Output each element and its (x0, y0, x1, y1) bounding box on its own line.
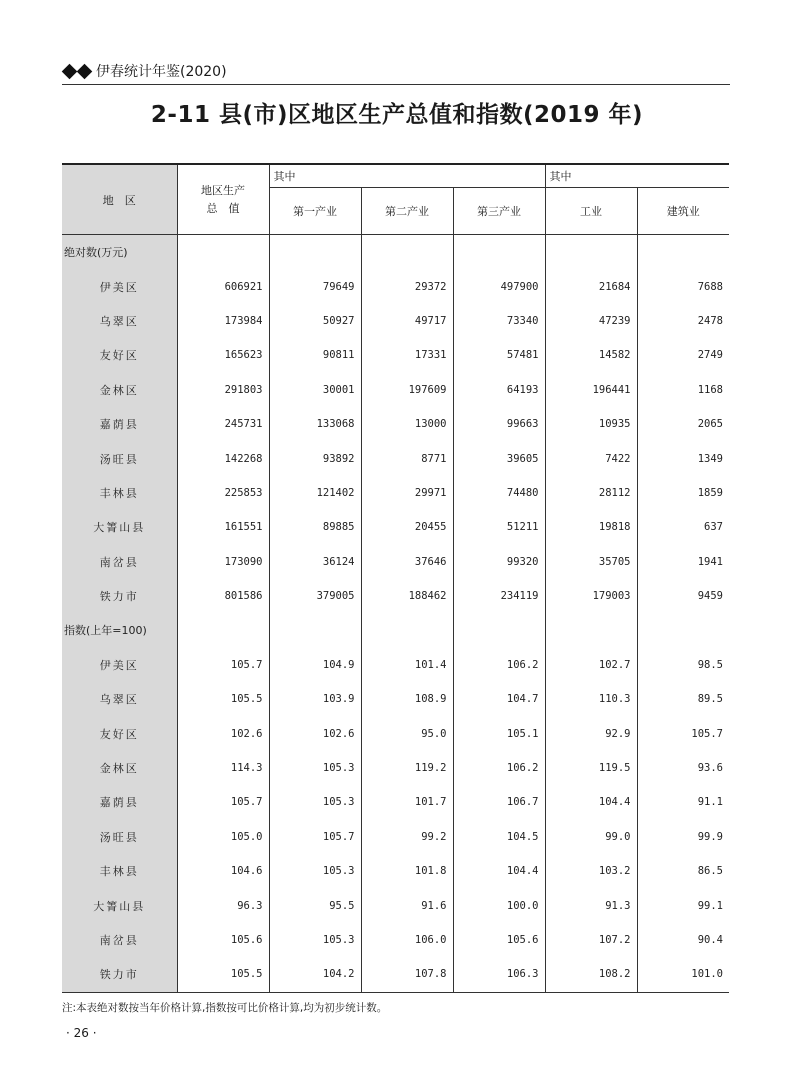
table-row (62, 648, 729, 682)
region-name: 铁力市 (62, 579, 177, 613)
table-row (62, 579, 729, 613)
region-name: 南岔县 (62, 923, 177, 957)
table-row (62, 716, 729, 750)
value-cell: 225853 (177, 476, 269, 510)
value-cell: 105.0 (177, 820, 269, 854)
region-name: 大箐山县 (62, 888, 177, 922)
diamond-icon (77, 64, 93, 80)
value-cell: 104.6 (177, 854, 269, 888)
value-cell: 105.7 (269, 820, 361, 854)
value-cell: 14582 (545, 338, 637, 372)
region-name: 友好区 (62, 716, 177, 750)
value-cell: 107.2 (545, 923, 637, 957)
value-cell: 74480 (453, 476, 545, 510)
region-name: 伊美区 (62, 648, 177, 682)
header-primary: 第一产业 (269, 188, 361, 235)
value-cell: 142268 (177, 441, 269, 475)
value-cell: 19818 (545, 510, 637, 544)
empty-cell (545, 613, 637, 647)
value-cell: 105.7 (637, 716, 729, 750)
value-cell: 173090 (177, 545, 269, 579)
region-name: 乌翠区 (62, 304, 177, 338)
value-cell: 104.7 (453, 682, 545, 716)
value-cell: 99.2 (361, 820, 453, 854)
value-cell: 2065 (637, 407, 729, 441)
value-cell: 104.9 (269, 648, 361, 682)
value-cell: 161551 (177, 510, 269, 544)
value-cell: 13000 (361, 407, 453, 441)
value-cell: 51211 (453, 510, 545, 544)
header-industry: 工业 (545, 188, 637, 235)
region-name: 汤旺县 (62, 820, 177, 854)
region-name: 金林区 (62, 373, 177, 407)
table-row (62, 441, 729, 475)
value-cell: 2478 (637, 304, 729, 338)
value-cell: 95.0 (361, 716, 453, 750)
table-row (62, 269, 729, 303)
value-cell: 89.5 (637, 682, 729, 716)
region-name: 金林区 (62, 751, 177, 785)
section-label: 绝对数(万元) (62, 235, 177, 270)
value-cell: 105.3 (269, 751, 361, 785)
region-name: 铁力市 (62, 957, 177, 992)
region-name: 丰林县 (62, 476, 177, 510)
value-cell: 105.6 (177, 923, 269, 957)
table-row (62, 682, 729, 716)
value-cell: 104.2 (269, 957, 361, 992)
value-cell: 79649 (269, 269, 361, 303)
value-cell: 106.7 (453, 785, 545, 819)
value-cell: 179003 (545, 579, 637, 613)
value-cell: 99.9 (637, 820, 729, 854)
value-cell: 103.2 (545, 854, 637, 888)
value-cell: 35705 (545, 545, 637, 579)
value-cell: 106.2 (453, 751, 545, 785)
value-cell: 99320 (453, 545, 545, 579)
value-cell: 103.9 (269, 682, 361, 716)
value-cell: 1349 (637, 441, 729, 475)
value-cell: 98.5 (637, 648, 729, 682)
value-cell: 30001 (269, 373, 361, 407)
value-cell: 47239 (545, 304, 637, 338)
value-cell: 108.9 (361, 682, 453, 716)
value-cell: 21684 (545, 269, 637, 303)
value-cell: 197609 (361, 373, 453, 407)
empty-cell (361, 613, 453, 647)
table-row (62, 888, 729, 922)
empty-cell (453, 613, 545, 647)
book-title: 伊春统计年鉴(2020) (96, 64, 227, 80)
page-number: · 26 · (66, 1026, 97, 1040)
value-cell: 100.0 (453, 888, 545, 922)
table-body (62, 235, 729, 993)
value-cell: 7688 (637, 269, 729, 303)
value-cell: 196441 (545, 373, 637, 407)
value-cell: 36124 (269, 545, 361, 579)
section-row (62, 235, 729, 270)
value-cell: 106.2 (453, 648, 545, 682)
value-cell: 101.0 (637, 957, 729, 992)
value-cell: 106.0 (361, 923, 453, 957)
header-gdp-line2: 总 值 (206, 201, 240, 215)
value-cell: 105.5 (177, 682, 269, 716)
region-name: 汤旺县 (62, 441, 177, 475)
running-header (62, 62, 730, 85)
value-cell: 102.7 (545, 648, 637, 682)
value-cell: 173984 (177, 304, 269, 338)
value-cell: 105.3 (269, 923, 361, 957)
value-cell: 57481 (453, 338, 545, 372)
empty-cell (177, 235, 269, 270)
value-cell: 105.7 (177, 648, 269, 682)
value-cell: 107.8 (361, 957, 453, 992)
value-cell: 105.1 (453, 716, 545, 750)
value-cell: 102.6 (177, 716, 269, 750)
header-region: 地 区 (62, 164, 177, 235)
value-cell: 105.5 (177, 957, 269, 992)
value-cell: 105.3 (269, 854, 361, 888)
value-cell: 165623 (177, 338, 269, 372)
value-cell: 93892 (269, 441, 361, 475)
value-cell: 50927 (269, 304, 361, 338)
table-row (62, 510, 729, 544)
table-row (62, 304, 729, 338)
region-name: 乌翠区 (62, 682, 177, 716)
value-cell: 1168 (637, 373, 729, 407)
value-cell: 245731 (177, 407, 269, 441)
value-cell: 291803 (177, 373, 269, 407)
value-cell: 93.6 (637, 751, 729, 785)
value-cell: 101.4 (361, 648, 453, 682)
table-row (62, 545, 729, 579)
value-cell: 91.1 (637, 785, 729, 819)
value-cell: 95.5 (269, 888, 361, 922)
diamond-icon (62, 64, 78, 80)
header-gdp (177, 164, 269, 235)
value-cell: 801586 (177, 579, 269, 613)
value-cell: 28112 (545, 476, 637, 510)
table-row (62, 785, 729, 819)
empty-cell (177, 613, 269, 647)
table-row (62, 373, 729, 407)
value-cell: 39605 (453, 441, 545, 475)
header-tertiary: 第三产业 (453, 188, 545, 235)
value-cell: 73340 (453, 304, 545, 338)
empty-cell (637, 613, 729, 647)
value-cell: 29971 (361, 476, 453, 510)
table-row (62, 957, 729, 992)
value-cell: 86.5 (637, 854, 729, 888)
value-cell: 497900 (453, 269, 545, 303)
header-gdp-line1: 地区生产 (201, 183, 245, 197)
value-cell: 89885 (269, 510, 361, 544)
region-name: 嘉荫县 (62, 785, 177, 819)
value-cell: 29372 (361, 269, 453, 303)
value-cell: 91.6 (361, 888, 453, 922)
empty-cell (269, 235, 361, 270)
value-cell: 102.6 (269, 716, 361, 750)
header-group-of-which-secondary: 其中 (545, 164, 729, 188)
value-cell: 96.3 (177, 888, 269, 922)
footnote: 注:本表绝对数按当年价格计算,指数按可比价格计算,均为初步统计数。 (62, 1002, 388, 1014)
value-cell: 17331 (361, 338, 453, 372)
value-cell: 105.6 (453, 923, 545, 957)
value-cell: 7422 (545, 441, 637, 475)
value-cell: 1941 (637, 545, 729, 579)
value-cell: 108.2 (545, 957, 637, 992)
value-cell: 101.8 (361, 854, 453, 888)
value-cell: 91.3 (545, 888, 637, 922)
value-cell: 110.3 (545, 682, 637, 716)
table-row (62, 476, 729, 510)
table-row (62, 820, 729, 854)
empty-cell (637, 235, 729, 270)
value-cell: 49717 (361, 304, 453, 338)
value-cell: 64193 (453, 373, 545, 407)
value-cell: 114.3 (177, 751, 269, 785)
header-secondary: 第二产业 (361, 188, 453, 235)
table-row (62, 338, 729, 372)
region-name: 大箐山县 (62, 510, 177, 544)
value-cell: 234119 (453, 579, 545, 613)
header-group-of-which-sectors: 其中 (269, 164, 545, 188)
empty-cell (269, 613, 361, 647)
region-name: 嘉荫县 (62, 407, 177, 441)
value-cell: 99663 (453, 407, 545, 441)
value-cell: 119.5 (545, 751, 637, 785)
value-cell: 9459 (637, 579, 729, 613)
value-cell: 1859 (637, 476, 729, 510)
value-cell: 133068 (269, 407, 361, 441)
table-row (62, 923, 729, 957)
region-name: 伊美区 (62, 269, 177, 303)
value-cell: 104.5 (453, 820, 545, 854)
value-cell: 606921 (177, 269, 269, 303)
value-cell: 90811 (269, 338, 361, 372)
region-name: 南岔县 (62, 545, 177, 579)
value-cell: 90.4 (637, 923, 729, 957)
empty-cell (453, 235, 545, 270)
value-cell: 637 (637, 510, 729, 544)
empty-cell (361, 235, 453, 270)
value-cell: 105.3 (269, 785, 361, 819)
value-cell: 10935 (545, 407, 637, 441)
value-cell: 121402 (269, 476, 361, 510)
region-name: 友好区 (62, 338, 177, 372)
value-cell: 379005 (269, 579, 361, 613)
value-cell: 92.9 (545, 716, 637, 750)
value-cell: 99.0 (545, 820, 637, 854)
table-row (62, 751, 729, 785)
value-cell: 119.2 (361, 751, 453, 785)
value-cell: 2749 (637, 338, 729, 372)
region-name: 丰林县 (62, 854, 177, 888)
table-row (62, 854, 729, 888)
value-cell: 101.7 (361, 785, 453, 819)
value-cell: 106.3 (453, 957, 545, 992)
section-row (62, 613, 729, 647)
value-cell: 188462 (361, 579, 453, 613)
value-cell: 104.4 (545, 785, 637, 819)
value-cell: 20455 (361, 510, 453, 544)
header-construction: 建筑业 (637, 188, 729, 235)
gdp-table (62, 163, 729, 993)
section-label: 指数(上年=100) (62, 613, 177, 647)
value-cell: 99.1 (637, 888, 729, 922)
value-cell: 37646 (361, 545, 453, 579)
value-cell: 8771 (361, 441, 453, 475)
empty-cell (545, 235, 637, 270)
table-row (62, 407, 729, 441)
value-cell: 104.4 (453, 854, 545, 888)
value-cell: 105.7 (177, 785, 269, 819)
table-title: 2-11 县(市)区地区生产总值和指数(2019 年) (150, 102, 644, 128)
